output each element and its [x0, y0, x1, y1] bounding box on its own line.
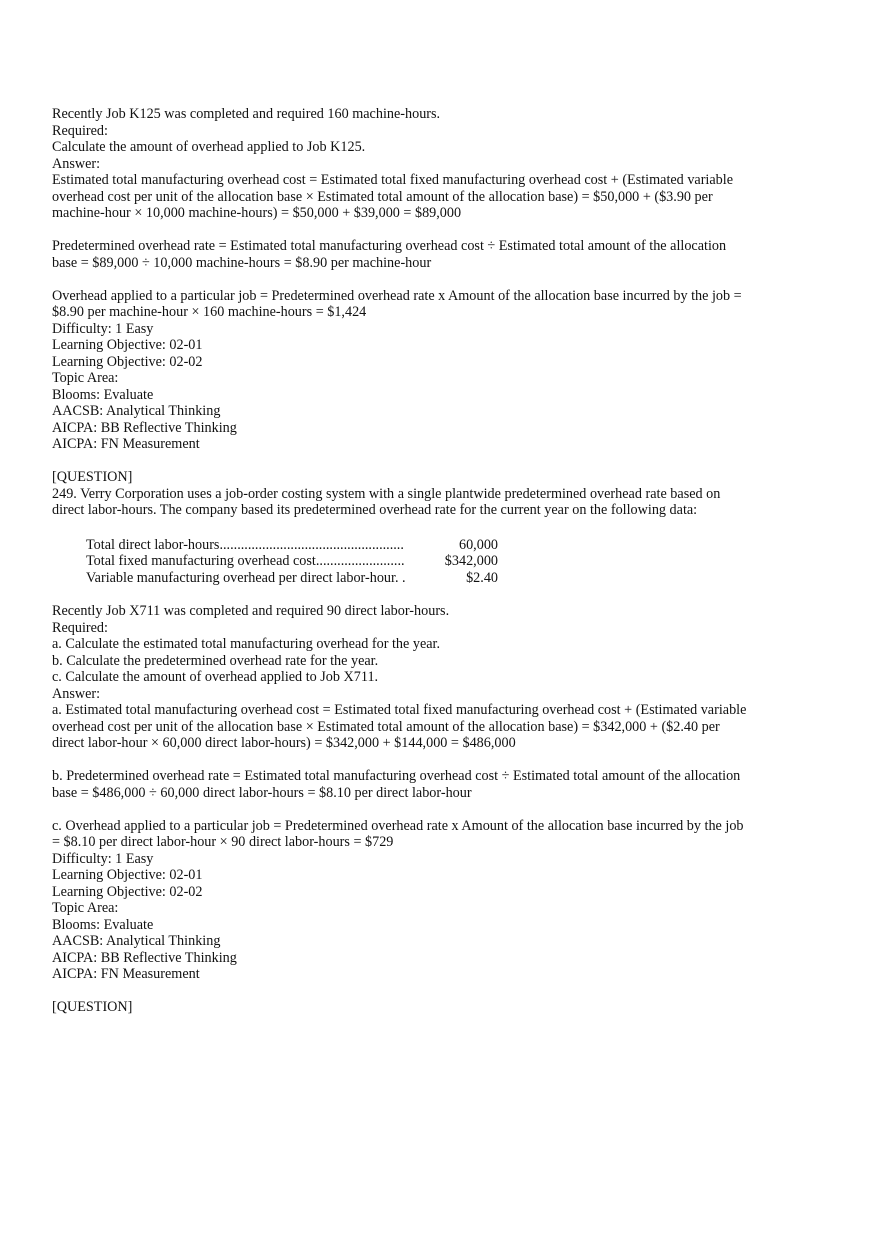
answer-line: a. Estimated total manufacturing overhead cost = Estimated total fixed manufacturing overhead cost + (Estimated variable: [52, 702, 747, 718]
answer-line: overhead cost per unit of the allocation base × Estimated total amount of the allocation base) = $342,000 + ($2.40 per: [52, 718, 720, 735]
job-intro: Recently Job X711 was completed and required 90 direct labor-hours.: [52, 603, 450, 619]
meta-aicpa: AICPA: BB Reflective Thinking: [52, 949, 237, 966]
meta-learning-objective: Learning Objective: 02-01: [52, 337, 203, 353]
requirement: Calculate the amount of overhead applied to Job K125.: [52, 139, 366, 155]
answer-line: Overhead applied to a particular job = Predetermined overhead rate x Amount of the allocation base incurred by the job =: [52, 287, 742, 304]
meta-blooms: Blooms: Evaluate: [52, 916, 154, 933]
meta-difficulty: Difficulty: 1 Easy: [52, 320, 154, 337]
answer-label: Answer:: [52, 155, 101, 172]
question-text: 249. Verry Corporation uses a job-order costing system with a single plantwide predetermined overhead rate based on: [52, 485, 721, 502]
table-label: Total direct labor-hours....................................................: [86, 536, 404, 553]
requirement: b. Calculate the predetermined overhead rate for the year.: [52, 652, 379, 669]
table-label: Variable manufacturing overhead per direct labor-hour. .: [86, 569, 406, 586]
meta-aicpa: AICPA: FN Measurement: [52, 966, 200, 982]
meta-topic-area: Topic Area:: [52, 370, 119, 386]
question-marker: [QUESTION]: [52, 999, 133, 1015]
document-page: [52, 106, 772, 1016]
answer-line: $8.90 per machine-hour × 160 machine-hours = $1,424: [52, 304, 367, 320]
table-value: 60,000: [458, 536, 498, 553]
table-value: $342,000: [444, 553, 498, 569]
meta-aicpa: AICPA: FN Measurement: [52, 436, 200, 452]
requirement: c. Calculate the amount of overhead applied to Job X711.: [52, 669, 379, 685]
required-label: Required:: [52, 122, 108, 139]
table-row: [86, 570, 498, 587]
answer-line: Estimated total manufacturing overhead cost = Estimated total fixed manufacturing overhead cost + (Estimated variable: [52, 172, 734, 188]
answer-line: machine-hour × 10,000 machine-hours) = $50,000 + $39,000 = $89,000: [52, 205, 462, 221]
answer-label: Answer:: [52, 685, 101, 702]
data-table: [86, 537, 498, 587]
question-text: direct labor-hours. The company based its predetermined overhead rate for the current year on the following data:: [52, 502, 698, 518]
answer-line: overhead cost per unit of the allocation base × Estimated total amount of the allocation base) = $50,000 + ($3.90 per: [52, 188, 713, 205]
meta-aacsb: AACSB: Analytical Thinking: [52, 403, 221, 419]
meta-aacsb: AACSB: Analytical Thinking: [52, 933, 221, 949]
meta-topic-area: Topic Area:: [52, 900, 119, 916]
meta-difficulty: Difficulty: 1 Easy: [52, 850, 154, 867]
table-label: Total fixed manufacturing overhead cost.........................: [86, 553, 405, 569]
answer-line: = $8.10 per direct labor-hour × 90 direct labor-hours = $729: [52, 834, 394, 850]
table-row: [86, 537, 498, 554]
question-marker: [QUESTION]: [52, 469, 133, 485]
meta-learning-objective: Learning Objective: 02-02: [52, 353, 203, 370]
table-row: [86, 553, 498, 570]
meta-learning-objective: Learning Objective: 02-01: [52, 867, 203, 883]
meta-blooms: Blooms: Evaluate: [52, 386, 154, 403]
answer-line: b. Predetermined overhead rate = Estimated total manufacturing overhead cost ÷ Estimated total amount of the allocation: [52, 768, 741, 784]
answer-line: c. Overhead applied to a particular job = Predetermined overhead rate x Amount of the allocation base incurred by the job: [52, 817, 744, 834]
required-label: Required:: [52, 619, 108, 636]
meta-aicpa: AICPA: BB Reflective Thinking: [52, 419, 237, 436]
answer-line: Predetermined overhead rate = Estimated total manufacturing overhead cost ÷ Estimated total amount of the allocation: [52, 238, 727, 254]
answer-line: direct labor-hour × 60,000 direct labor-hours) = $342,000 + $144,000 = $486,000: [52, 735, 516, 751]
table-value: $2.40: [466, 569, 498, 586]
job-intro: Recently Job K125 was completed and required 160 machine-hours.: [52, 106, 441, 122]
meta-learning-objective: Learning Objective: 02-02: [52, 883, 203, 900]
requirement: a. Calculate the estimated total manufacturing overhead for the year.: [52, 636, 441, 652]
answer-line: base = $486,000 ÷ 60,000 direct labor-hours = $8.10 per direct labor-hour: [52, 784, 472, 801]
answer-line: base = $89,000 ÷ 10,000 machine-hours = $8.90 per machine-hour: [52, 254, 432, 271]
